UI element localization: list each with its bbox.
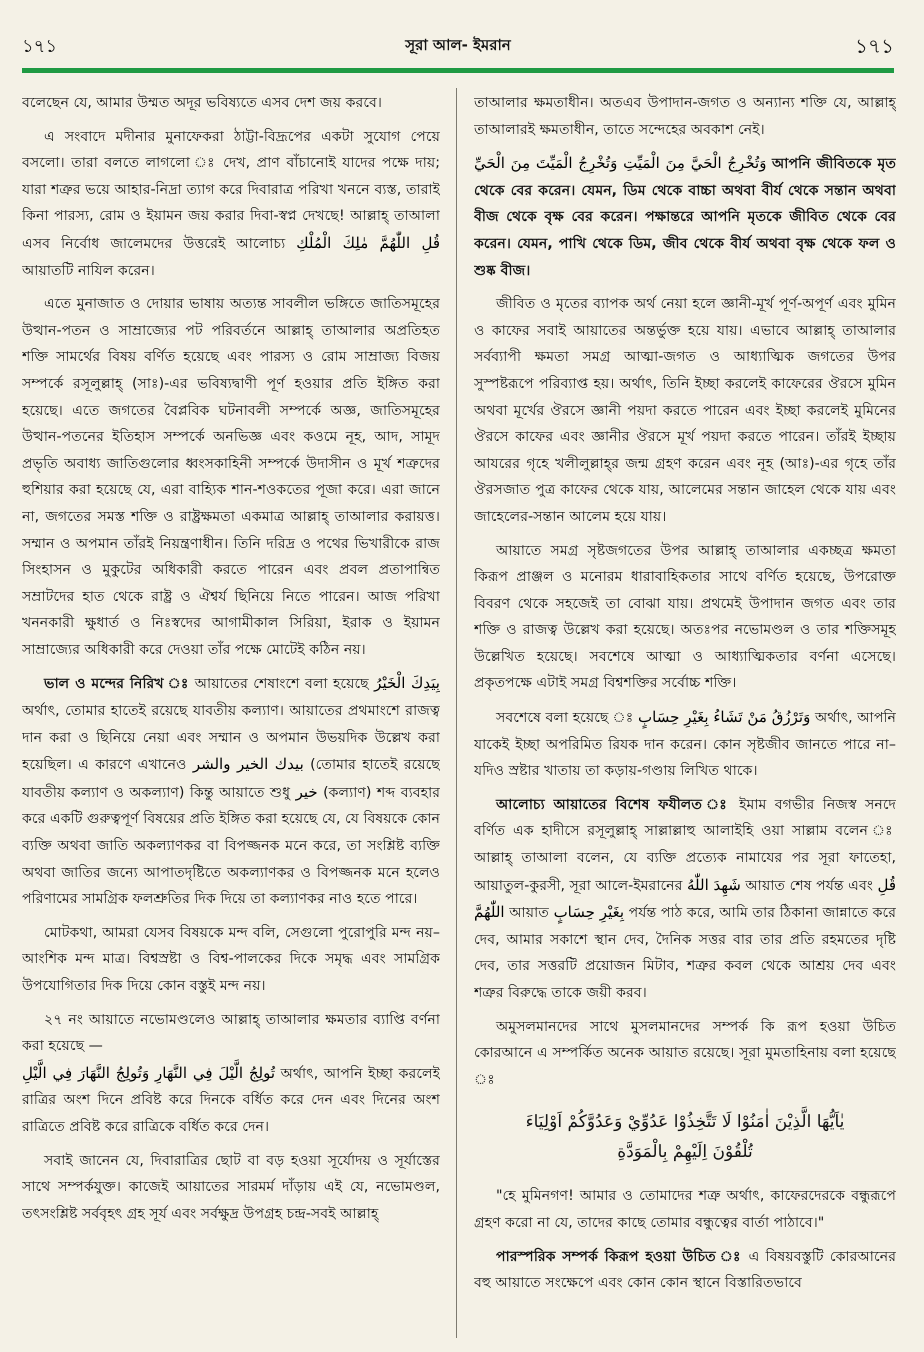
left-paragraph-4: ভাল ও মন্দের নিরিখ ঃ আয়াতের শেষাংশে বলা হয়েছে بِيَدِكَ الْخَيْرُ অর্থাৎ, তোমার হাতেই রয়েছে যাবতীয় কল্যাণ। আয়াতের প্রথমাংশে রাজত্ব দান করা ও ছিনিয়ে নেয়া এবং সম্মান ও অপমান উভয়দিক উল্লেখ করা হয়েছিল। এ কারণে এখানেও بيدك الخير والشر (তোমার হাতেই রয়েছে যাবতীয় কল্যাণ ও অকল্যাণ) কিন্তু আয়াতে শুধু خير (কল্যাণ) শব্দ ব্যবহার করে একটি গুরুত্বপূর্ণ বিষয়ের প্রতি ইঙ্গিত করা হয়েছে যে, যে বিষয়কে কোন ব্যক্তি অথবা জাতি অকল্যাণকর বা বিপজ্জনক মনে করে, তা সংশ্লিষ্ট ব্যক্তি অথবা জাতির জন্যে আপাতদৃষ্টিতে অকল্যাণকর ও বিপজ্জনক মনে হলেও পরিণামের সামগ্রিক ফলশ্রুতির দিক দিয়ে তা কল্যাণকর নাও হতে পারে।	[22, 674, 440, 908]
arabic-verse: تُولِجُ الَّيْلَ فِي النَّهَارِ وَتُولِجُ النَّهَارَ فِي الَّيْلِ	[22, 1063, 275, 1082]
column-divider	[456, 88, 457, 1338]
page-header	[22, 30, 894, 64]
arabic-verse-line-1: يٰاَيُّهَا الَّذِيْنَ اٰمَنُوْا لَا تَتَّخِذُوْا عَدُوِّيْ وَعَدُوَّكُمْ اَوْلِيَاءَ	[525, 1112, 845, 1133]
section-heading: পারস্পরিক সম্পর্ক কিরূপ হওয়া উচিত ঃ	[496, 1248, 743, 1265]
arabic-phrase: بيدك الخير والشر	[192, 755, 304, 774]
right-paragraph-6: আলোচ্য আয়াতের বিশেষ ফযীলত ঃ ইমাম বগভীর নিজস্ব সনদে বর্ণিত এক হাদীসে রসূলুল্লাহ্ সাল্লাল্লাহু আলাইহি ওয়া সাল্লাম বলেন ঃ আল্লাহ্ তাআলা বলেন, যে ব্যক্তি প্রত্যেক নামাযের পর সূরা ফাতেহা, আয়াতুল-কুরসী, সূরা আলে-ইমরানের شَهِدَ اللّٰهُ আয়াত শেষ পর্যন্ত এবং قُلِ اللّٰهُمَّ আয়াত بِغَيْرِ حِسَابٍ পর্যন্ত পাঠ করে, আমি তার ঠিকানা জান্নাতে করে দেব, আমার সকাশে স্থান দেব, দৈনিক সত্তর বার তার প্রতি রহমতের দৃষ্টি দেব, তার সত্তরটি প্রয়োজন মিটাব, শত্রুর কবল থেকে আশ্রয় দেব এবং শত্রুর বিরুদ্ধে তাকে জয়ী করব।	[474, 796, 896, 1001]
right-paragraph-5: সবশেষে বলা হয়েছে ঃ وَتَرْزُقُ مَنْ تَشَاءُ بِغَيْرِ حِسَابٍ অর্থাৎ, আপনি যাকেই ইচ্ছা অপরিমিত রিযক দান করেন। কোন সৃষ্টজীব জানতে পারে না– যদিও স্রষ্টার খাতায় তা কড়ায়-গণ্ডায় লিখিত থাকে।	[474, 708, 896, 780]
arabic-verse: قُلِ اللّٰهُمَّ مٰلِكَ الْمُلْكِ	[296, 233, 440, 252]
right-paragraph-9: পারস্পরিক সম্পর্ক কিরূপ হওয়া উচিত ঃ এ বিষয়বস্তুটি কোরআনের বহু আয়াতে সংক্ষেপে এবং কোন কোন স্থানে বিস্তারিতভাবে	[474, 1248, 896, 1292]
left-paragraph-2: এ সংবাদে মদীনার মুনাফেকরা ঠাট্টা-বিদ্রূপের একটা সুযোগ পেয়ে বসলো। তারা বলতে লাগলো ঃ দেখ, প্রাণ বাঁচানোই যাদের পক্ষে দায়; যারা শত্রুর ভয়ে আহার-নিদ্রা ত্যাগ করে দিবারাত্র পরিখা খননে ব্যস্ত, তারাই কিনা পারস্য, রোম ও ইয়ামন জয় করার দিবা-স্বপ্ন দেখছে! আল্লাহ্ তাআলা এসব নির্বোধ জালেমদের উত্তরেই আলোচ্য قُلِ اللّٰهُمَّ مٰلِكَ الْمُلْكِ আয়াতটি নাযিল করেন।	[22, 128, 440, 279]
left-paragraph-7: সবাই জানেন যে, দিবারাত্রির ছোট বা বড় হওয়া সূর্যোদয় ও সূর্যাস্তের সাথে সম্পর্কযুক্ত। কাজেই আয়াতের সারমর্ম দাঁড়ায় এই যে, নভোমণ্ডল, তৎসংশ্লিষ্ট সর্ববৃহৎ গ্রহ সূর্য এবং সর্বক্ষুদ্র উপগ্রহ চন্দ্র-সবই আল্লাহ্	[22, 1152, 440, 1222]
right-paragraph-3: জীবিত ও মৃতের ব্যাপক অর্থ নেয়া হলে জ্ঞানী-মূর্খ পূর্ণ-অপূর্ণ এবং মুমিন ও কাফের সবাই আয়াতের অন্তর্ভুক্ত হয়ে যায়। এভাবে আল্লাহ্ তাআলার সর্বব্যাপী ক্ষমতা সমগ্র আত্মা-জগত ও আধ্যাত্মিক জগতের উপর সুস্পষ্টরূপে পরিব্যাপ্ত হয়। অর্থাৎ, তিনি ইচ্ছা করলেই কাফেরের ঔরসে মুমিন অথবা মূর্খের ঔরসে জ্ঞানী পয়দা করতে পারেন এবং ইচ্ছা করলেই মুমিনের ঔরসে কাফের এবং জ্ঞানীর ঔরসে মূর্খ পয়দা করতে পারেন। তাঁরই ইচ্ছায় আযরের গৃহে খলীলুল্লাহ্‌র জন্ম গ্রহণ করেন এবং নূহ (আঃ)-এর গৃহে তাঁর ঔরসজাত পুত্র কাফের থেকে যায়, আলেমের সন্তান জাহেল থেকে যায় এবং জাহেলের-সন্তান আলেম হয়ে যায়।	[474, 296, 896, 525]
left-paragraph-3: এতে মুনাজাত ও দোয়ার ভাষায় অত্যন্ত সাবলীল ভঙ্গিতে জাতিসমূহের উত্থান-পতন ও সাম্রাজ্যের পট পরিবর্তনে আল্লাহ্ তাআলার অপ্রতিহত শক্তি সামর্থের বিষয় বর্ণিত হয়েছে এবং পারস্য ও রোম সাম্রাজ্য বিজয় সম্পর্কে রসূলুল্লাহ্ (সাঃ)-এর ভবিষ্যদ্বাণী পূর্ণ হওয়ার প্রতি ইঙ্গিত করা হয়েছে। এতে জগতের বৈপ্লবিক ঘটনাবলী সম্পর্কে অজ্ঞ, জাতিসমূহের উত্থান-পতনের ইতিহাস সম্পর্কে অনভিজ্ঞ এবং কওমে নূহ, আদ, সামূদ প্রভৃতি অবাধ্য জাতিগুলোর ধ্বংসকাহিনী সম্পর্কে উদাসীন ও মূর্খ শত্রুদের হুশিয়ার করা হয়েছে যে, এরা বাহ্যিক শান-শওকতের পূজা করে। এরা জানে না, জগতের সমস্ত শক্তি ও রাষ্ট্রক্ষমতা একমাত্র আল্লাহ্ তাআলার করায়ত্ত। সম্মান ও অপমান তাঁরই নিয়ন্ত্রণাধীন। তিনি দরিদ্র ও পথের ভিখারীকে রাজ সিংহাসন ও মুকুটের অধিকারী করতে পারেন এবং প্রবল প্রতাপান্বিত সম্রাটদের হাত থেকে রাষ্ট্র ও ঐশ্বর্য ছিনিয়ে নিতে পারেন। আজ পরিখা খননকারী ক্ষুধার্ত ও নিঃস্বদের আগামীকাল সিরিয়া, ইরাক ও ইয়ামন সাম্রাজ্যের অধিকারী করে দেওয়া তাঁর পক্ষে মোটেই কঠিন নয়।	[22, 296, 440, 658]
right-paragraph-4: আয়াতে সমগ্র সৃষ্টজগতের উপর আল্লাহ্ তাআলার একচ্ছত্র ক্ষমতা কিরূপ প্রাঞ্জল ও মনোরম ধারাবাহিকতার সাথে বর্ণিত হয়েছে, উপরোক্ত বিবরণ থেকে সহজেই তা বোঝা যায়। প্রথমেই উপাদান জগত এবং তার শক্তি ও রাজত্ব উল্লেখ করা হয়েছে। অতঃপর নভোমণ্ডল ও তার শক্তিসমূহ উল্লেখিত হয়েছে। সবশেষে আত্মা ও আধ্যাত্মিকতার বর্ণনা এসেছে। প্রকৃতপক্ষে এটাই সমগ্র বিশ্বশক্তির সর্বোচ্চ শক্তি।	[474, 542, 896, 692]
page-number-right: ১৭১	[855, 34, 894, 58]
translation-quote: "হে মুমিনগণ! আমার ও তোমাদের শত্রু অর্থাৎ, কাফেরদেরকে বন্ধুরূপে গ্রহণ করো না যে, তাদের কাছে তোমার বন্ধুত্বের বার্তা পাঠাবে।"	[474, 1188, 896, 1231]
section-heading: আলোচ্য আয়াতের বিশেষ ফযীলত ঃ	[496, 796, 731, 813]
arabic-phrase: شَهِدَ اللّٰهُ	[686, 875, 741, 894]
arabic-verse: وَتُخْرِجُ الْحَيَّ مِنَ الْمَيِّتِ وَتُخْرِجُ الْمَيِّتَ مِنَ الْحَيِّ	[474, 154, 767, 173]
arabic-phrase: بِغَيْرِ حِسَابٍ	[553, 903, 625, 922]
right-paragraph-7: অমুসলমানদের সাথে মুসলমানদের সম্পর্ক কি রূপ হওয়া উচিত কোরআনে এ সম্পর্কিত অনেক আয়াত রয়েছে। সূরা মুমতাহিনায় বলা হয়েছে ঃ	[474, 1018, 896, 1088]
right-paragraph-1: তাআলার ক্ষমতাধীন। অতএব উপাদান-জগত ও অন্যান্য শক্তি যে, আল্লাহ্ তাআলারই ক্ষমতাধীন, তাতে সন্দেহের অবকাশ নেই।	[474, 95, 896, 138]
arabic-verse-line-2: تُلْقُوْنَ اِلَيْهِمْ بِالْمَوَدَّةِ	[617, 1142, 753, 1163]
arabic-verse: بِيَدِكَ الْخَيْرُ	[374, 674, 440, 693]
right-paragraph-2: وَتُخْرِجُ الْحَيَّ مِنَ الْمَيِّتِ وَتُخْرِجُ الْمَيِّتَ مِنَ الْحَيِّ আপনি জীবিতকে মৃত থেকে বের করেন। যেমন, ডিম থেকে বাচ্চা অথবা বীর্য থেকে সন্তান অথবা বীজ থেকে বৃক্ষ বের করেন। পক্ষান্তরে আপনি মৃতকে জীবিত থেকে বের করেন। যেমন, পাখি থেকে ডিম, জীব থেকে বীর্য অথবা বৃক্ষ থেকে ফল ও শুষ্ক বীজ।	[474, 154, 896, 279]
arabic-verse-block	[474, 1107, 896, 1167]
section-heading: ভাল ও মন্দের নিরিখ ঃ	[44, 676, 190, 693]
arabic-verse: وَتَرْزُقُ مَنْ تَشَاءُ بِغَيْرِ حِسَابٍ	[638, 708, 811, 727]
right-column	[474, 90, 896, 1335]
arabic-word: خير	[295, 782, 318, 801]
left-paragraph-6: ২৭ নং আয়াতে নভোমণ্ডলেও আল্লাহ্ তাআলার ক্ষমতার ব্যাপ্তি বর্ণনা করা হয়েছে — تُولِجُ الَّيْلَ فِي النَّهَارِ وَتُولِجُ النَّهَارَ فِي الَّيْلِ অর্থাৎ, আপনি ইচ্ছা করলেই রাত্রির অংশ দিনে প্রবিষ্ট করে দিনকে বর্ধিত করে দেন এবং দিনের অংশ রাত্রিতে প্রবিষ্ট করে রাত্রিকে বর্ধিত করে দেন।	[22, 1011, 440, 1135]
arabic-phrase: قُلِ اللّٰهُمَّ	[474, 875, 896, 922]
surah-title: সূরা আল- ইমরান	[405, 36, 511, 54]
header-rule	[22, 68, 894, 73]
page-number-left: ১৭১	[22, 36, 58, 57]
left-paragraph-5: মোটকথা, আমরা যেসব বিষয়কে মন্দ বলি, সেগুলো পুরোপুরি মন্দ নয়– আংশিক মন্দ মাত্র। বিশ্বস্রষ্টা ও বিশ্ব-পালকের দিকে সমৃদ্ধ এবং সামগ্রিক উপযোগিতার দিক দিয়ে কোন বস্তুই মন্দ নয়।	[22, 924, 440, 994]
left-paragraph-1: বলেছেন যে, আমার উম্মত অদূর ভবিষ্যতে এসব দেশ জয় করবে।	[22, 95, 383, 111]
left-column	[22, 90, 440, 1335]
